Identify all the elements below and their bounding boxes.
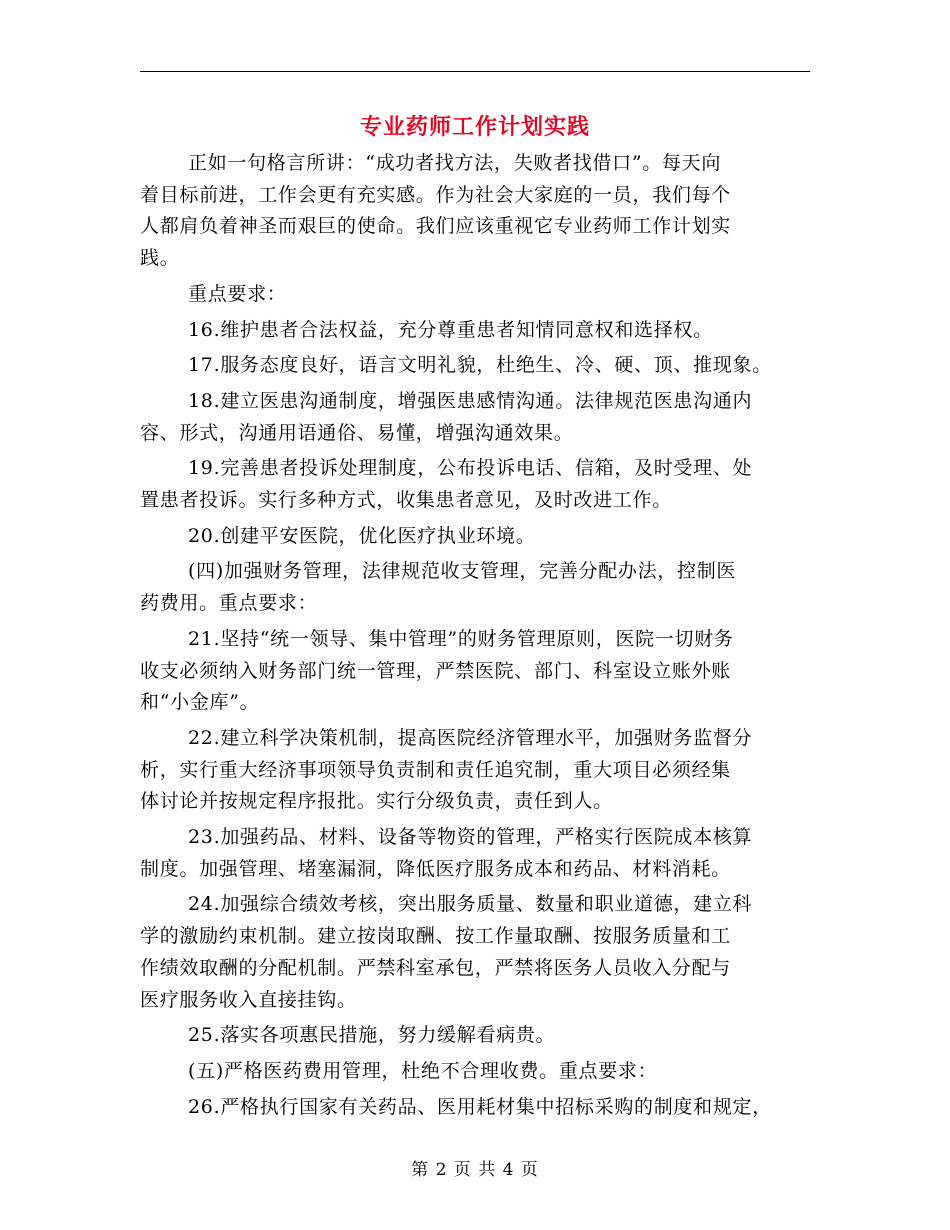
paragraph-line: 24.加强综合绩效考核，突出服务质量、数量和职业道德，建立科	[188, 893, 753, 916]
paragraph-line: 重点要求：	[188, 282, 287, 305]
paragraph-line: 人都肩负着神圣而艰巨的使命。我们应该重视它专业药师工作计划实	[140, 215, 732, 238]
paragraph-line: (四)加强财务管理，法律规范收支管理，完善分配办法，控制医	[188, 560, 737, 583]
document-body	[140, 148, 808, 1123]
paragraph-line: 作绩效取酬的分配机制。严禁科室承包，严禁将医务人员收入分配与	[140, 956, 732, 979]
paragraph-line: 践。	[140, 247, 180, 270]
paragraph-line: 着目标前进，工作会更有充实感。作为社会大家庭的一员，我们每个	[140, 183, 732, 206]
paragraph-line: 正如一句格言所讲：“成功者找方法，失败者找借口”。每天向	[188, 152, 722, 174]
paragraph-line: 22.建立科学决策机制，提高医院经济管理水平，加强财务监督分	[188, 726, 753, 749]
paragraph-line: 制度。加强管理、堵塞漏洞，降低医疗服务成本和药品、材料消耗。	[140, 857, 732, 880]
paragraph-line: 收支必须纳入财务部门统一管理，严禁医院、部门、科室设立账外账	[140, 659, 732, 682]
header-rule	[140, 71, 810, 72]
paragraph-line: 21.坚持“统一领导、集中管理”的财务管理原则，医院一切财务	[188, 627, 734, 650]
paragraph-line: 容、形式，沟通用语通俗、易懂，增强沟通效果。	[140, 421, 574, 444]
paragraph-line: 26.严格执行国家有关药品、医用耗材集中招标采购的制度和规定，	[188, 1095, 772, 1118]
paragraph-line: 医疗服务收入直接挂钩。	[140, 988, 357, 1011]
page-footer: 第 2 页 共 4 页	[411, 1160, 539, 1180]
paragraph-line: 析，实行重大经济事项领导负责制和责任追究制，重大项目必须经集	[140, 758, 732, 781]
paragraph-line: 19.完善患者投诉处理制度，公布投诉电话、信箱，及时受理、处	[188, 457, 753, 480]
paragraph-line: 17.服务态度良好，语言文明礼貌，杜绝生、冷、硬、顶、推现象。	[188, 354, 772, 377]
paragraph-line: 16.维护患者合法权益，充分尊重患者知情同意权和选择权。	[188, 318, 713, 341]
document-title: 专业药师工作计划实践	[359, 114, 590, 140]
paragraph-line: (五)严格医药费用管理，杜绝不合理收费。重点要求：	[188, 1059, 658, 1082]
paragraph-line: 20.创建平安医院，优化医疗执业环境。	[188, 524, 536, 547]
paragraph-line: 和“小金库”。	[140, 691, 260, 714]
paragraph-line: 体讨论并按规定程序报批。实行分级负责，责任到人。	[140, 790, 613, 813]
paragraph-line: 25.落实各项惠民措施，努力缓解看病贵。	[188, 1024, 556, 1047]
paragraph-line: 药费用。重点要求：	[140, 592, 318, 615]
paragraph-line: 23.加强药品、材料、设备等物资的管理，严格实行医院成本核算	[188, 826, 753, 849]
paragraph-line: 置患者投诉。实行多种方式，收集患者意见，及时改进工作。	[140, 489, 672, 512]
paragraph-line: 18.建立医患沟通制度，增强医患感情沟通。法律规范医患沟通内	[188, 389, 753, 412]
paragraph-line: 学的激励约束机制。建立按岗取酬、按工作量取酬、按服务质量和工	[140, 925, 732, 948]
